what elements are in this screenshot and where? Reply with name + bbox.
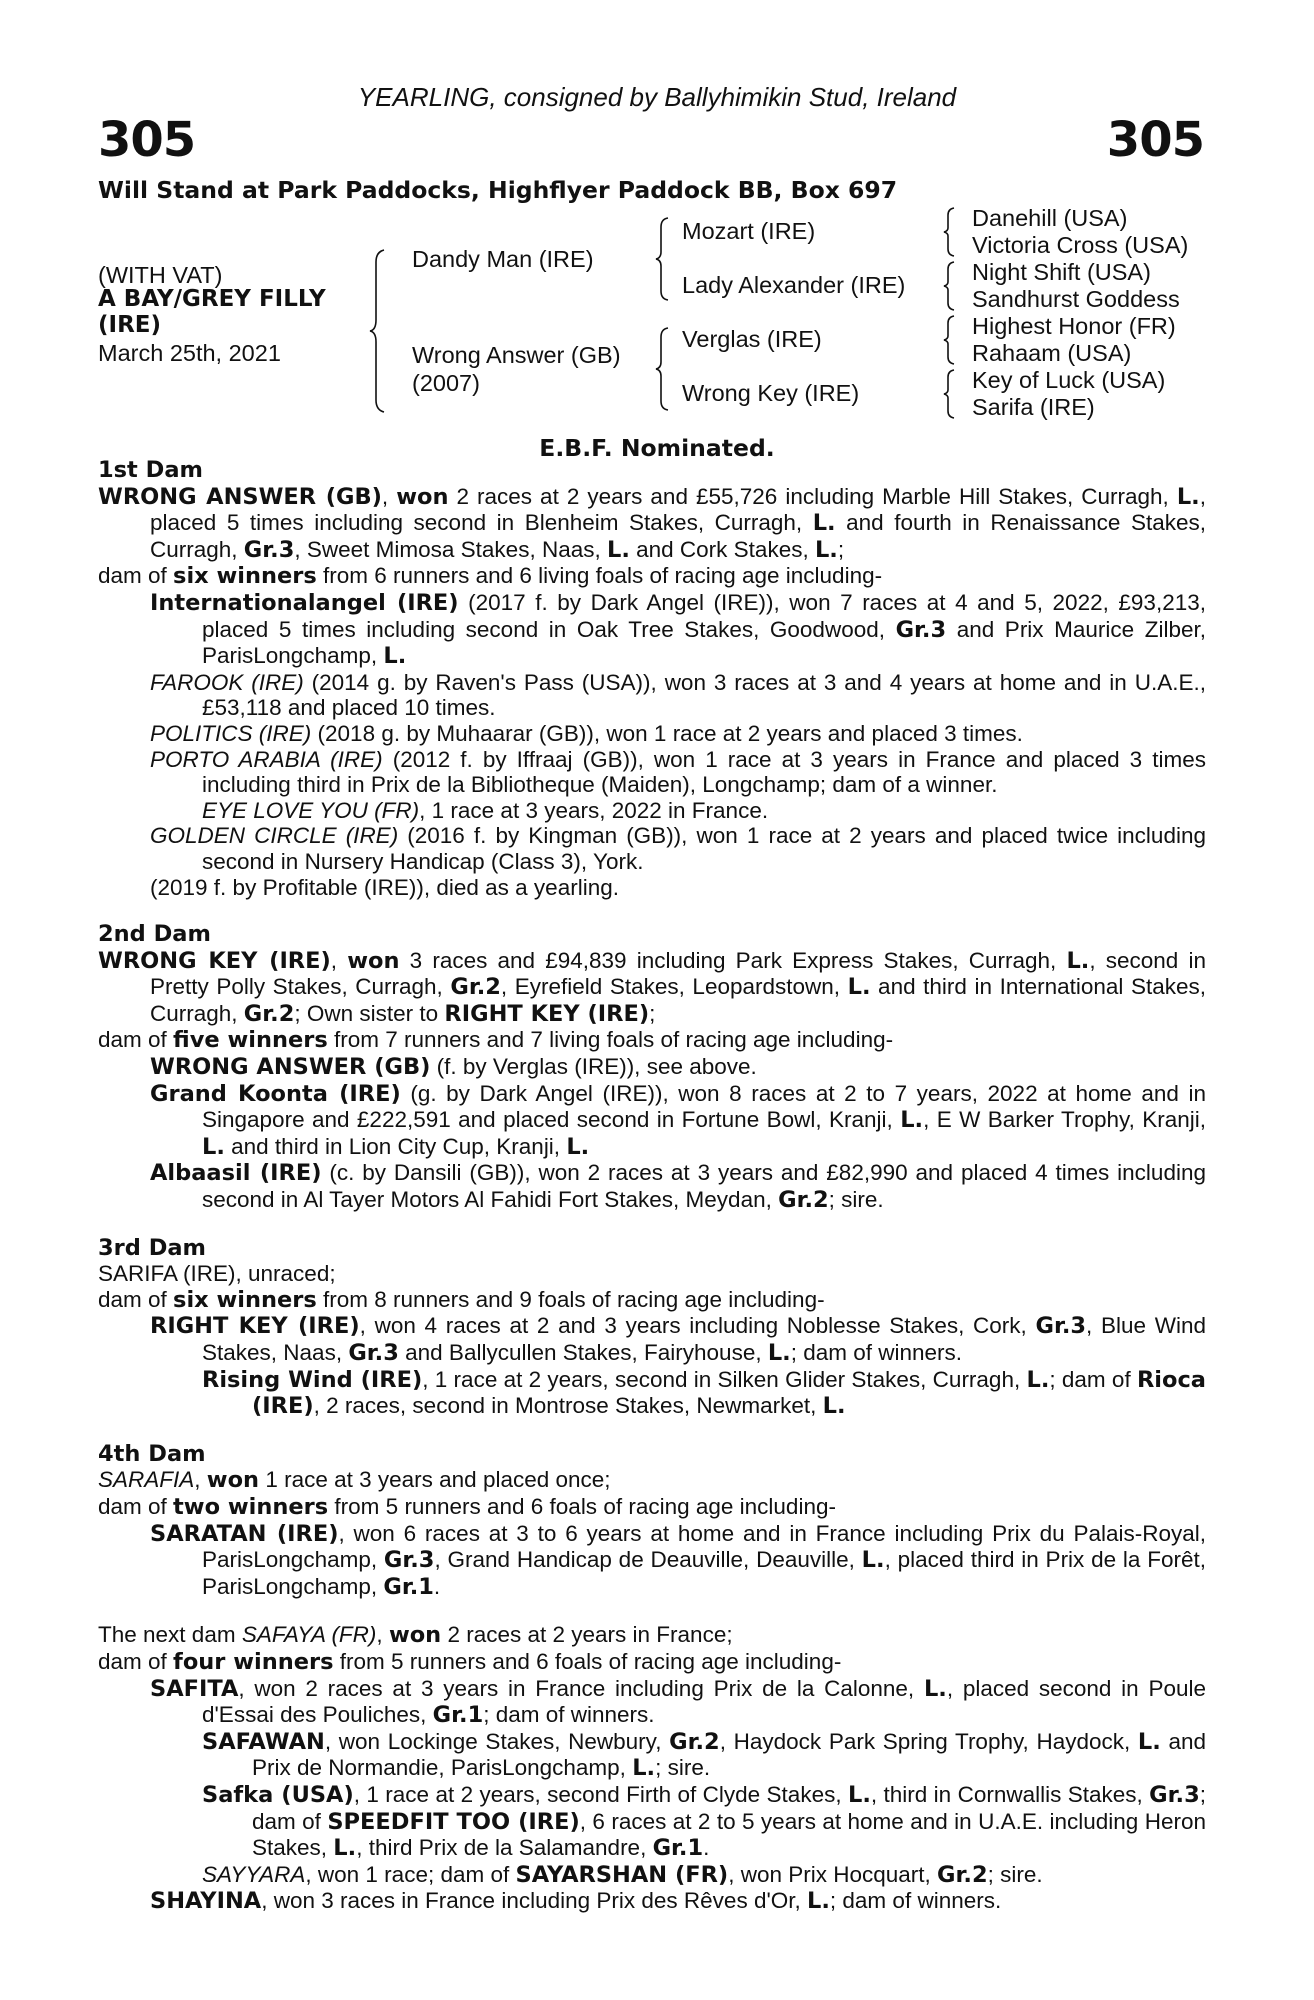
sire-name: Dandy Man (IRE)	[412, 246, 594, 272]
produce-entry: (2019 f. by Profitable (IRE)), died as a yearling.	[150, 874, 619, 900]
produce-entry: RIGHT KEY (IRE), won 4 races at 2 and 3 years including Noblesse Stakes, Cork, Gr.3, Blue Wind Stakes, Naas, Gr.3 and Ballycullen Stakes, Fairyhouse, L.; dam of winners.	[150, 1313, 1206, 1366]
lot-number-right: 305	[1106, 112, 1204, 168]
sire-sire: Mozart (IRE)	[682, 218, 816, 244]
dam3-record: SARIFA (IRE), unraced;	[98, 1261, 336, 1287]
produce-entry: SAYYARA, won 1 race; dam of SAYARSHAN (FR), won Prix Hocquart, Gr.2; sire.	[202, 1861, 1043, 1888]
dam2-produce-summary: dam of five winners from 7 runners and 7 living foals of racing age including-	[98, 1027, 894, 1054]
lot-sex: A BAY/GREY FILLY	[98, 286, 326, 312]
produce-entry: EYE LOVE YOU (FR), 1 race at 3 years, 2022 in France.	[202, 797, 769, 823]
dam-name: Wrong Answer (GB)	[412, 342, 621, 368]
dam-sire: Verglas (IRE)	[682, 326, 822, 352]
granddam-2: Sandhurst Goddess	[972, 286, 1180, 312]
brace-sire-dam	[368, 248, 388, 414]
produce-entry: Grand Koonta (IRE) (g. by Dark Angel (IRE)), won 8 races at 2 to 7 years, 2022 at home and in Singapore and £222,591 and placed second in Fortune Bowl, Kranji, L., E W Barker Trophy, Kranji, L. and third in Lion City Cup, Kranji, L.	[150, 1080, 1206, 1160]
produce-entry: Albaasil (IRE) (c. by Dansili (GB)), won 2 races at 3 years and £82,990 and placed 4 times including second in Al Tayer Motors Al Fahidi Fort Stakes, Meydan, Gr.2; sire.	[150, 1160, 1206, 1214]
produce-entry: FAROOK (IRE) (2014 g. by Raven's Pass (USA)), won 3 races at 3 and 4 years at home and in U.A.E., £53,118 and placed 10 times.	[150, 669, 1206, 721]
section-heading-3rd-dam: 3rd Dam	[98, 1234, 206, 1261]
dam2-record: WRONG KEY (IRE), won 3 races and £94,839 including Park Express Stakes, Curragh, L., second in Pretty Polly Stakes, Curragh, Gr.2, Eyrefield Stakes, Leopardstown, L. and third in International Stakes, Curragh, Gr.2; Own sister to RIGHT KEY (IRE);	[98, 947, 1207, 1027]
produce-entry: SAFITA, won 2 races at 3 years in France including Prix de la Calonne, L., placed second in Poule d'Essai des Pouliches, Gr.1; dam of winners.	[150, 1675, 1206, 1729]
catalogue-body	[98, 458, 1206, 1915]
granddam-4: Sarifa (IRE)	[972, 394, 1095, 420]
produce-entry: POLITICS (IRE) (2018 g. by Muhaarar (GB)), won 1 race at 2 years and placed 3 times.	[150, 720, 1023, 746]
section-heading-4th-dam: 4th Dam	[98, 1440, 206, 1467]
produce-entry: GOLDEN CIRCLE (IRE) (2016 f. by Kingman (GB)), won 1 race at 2 years and placed twice including second in Nursery Handicap (Class 3), York.	[150, 823, 1206, 874]
foaled-date: March 25th, 2021	[98, 340, 281, 366]
brace-g4	[942, 368, 956, 420]
dam1-record: WRONG ANSWER (GB), won 2 races at 2 years and £55,726 including Marble Hill Stakes, Curragh, L., placed 5 times including second in Blenheim Stakes, Curragh, L. and fourth in Renaissance Stakes, Curragh, Gr.3, Sweet Mimosa Stakes, Naas, L. and Cork Stakes, L.;	[98, 483, 1206, 563]
produce-entry: WRONG ANSWER (GB) (f. by Verglas (IRE)), see above.	[150, 1054, 757, 1081]
vat-label: (WITH VAT)	[98, 262, 223, 288]
consignment-line: YEARLING, consigned by Ballyhimikin Stud, Ireland	[357, 82, 957, 112]
next-dam-record: The next dam SAFAYA (FR), won 2 races at 2 years in France;	[98, 1622, 733, 1649]
produce-entry: SAFAWAN, won Lockinge Stakes, Newbury, Gr.2, Haydock Park Spring Trophy, Haydock, L. and Prix de Normandie, ParisLongchamp, L.; sire.	[202, 1728, 1206, 1782]
produce-entry: Safka (USA), 1 race at 2 years, second Firth of Clyde Stakes, L., third in Cornwallis Stakes, Gr.3; dam of SPEEDFIT TOO (IRE), 6 races at 2 to 5 years at home and in U.A.E. including Heron Stakes, L., third Prix de la Salamandre, Gr.1.	[202, 1781, 1206, 1862]
granddam-3: Rahaam (USA)	[972, 340, 1132, 366]
brace-sire-parents	[654, 216, 670, 302]
produce-entry: Rising Wind (IRE), 1 race at 2 years, second in Silken Glider Stakes, Curragh, L.; dam of Rioca (IRE), 2 races, second in Montrose Stakes, Newmarket, L.	[202, 1366, 1206, 1420]
produce-entry: SHAYINA, won 3 races in France including Prix des Rêves d'Or, L.; dam of winners.	[150, 1888, 1002, 1915]
produce-entry: PORTO ARABIA (IRE) (2012 f. by Iffraaj (GB)), won 1 race at 3 years in France and placed 3 times including third in Prix de la Bibliotheque (Maiden), Longchamp; dam of a winner.	[150, 746, 1206, 798]
dam4-produce-summary: dam of two winners from 5 runners and 6 foals of racing age including-	[98, 1493, 836, 1520]
grandsire-1: Danehill (USA)	[972, 205, 1128, 231]
grandsire-2: Night Shift (USA)	[972, 259, 1151, 285]
sire-dam: Lady Alexander (IRE)	[682, 272, 906, 298]
brace-dam-parents	[654, 326, 670, 412]
lot-sex-country: (IRE)	[98, 312, 162, 338]
ebf-nominated: E.B.F. Nominated.	[539, 434, 775, 462]
stand-location: Will Stand at Park Paddocks, Highflyer Paddock BB, Box 697	[98, 176, 898, 204]
section-heading-2nd-dam: 2nd Dam	[98, 921, 211, 948]
dam1-produce-summary: dam of six winners from 6 runners and 6 living foals of racing age including-	[98, 563, 883, 590]
next-dam-produce-summary: dam of four winners from 5 runners and 6 foals of racing age including-	[98, 1648, 842, 1675]
brace-g3	[942, 314, 956, 366]
produce-entry: SARATAN (IRE), won 6 races at 3 to 6 years at home and in France including Prix du Palais-Royal, ParisLongchamp, Gr.3, Grand Handicap de Deauville, Deauville, L., placed third in Prix de la Forêt, ParisLongchamp, Gr.1.	[150, 1520, 1206, 1600]
brace-g2	[942, 260, 956, 312]
dam4-record: SARAFIA, won 1 race at 3 years and placed once;	[98, 1467, 611, 1494]
granddam-1: Victoria Cross (USA)	[972, 232, 1189, 258]
dam-year: (2007)	[412, 370, 480, 396]
grandsire-4: Key of Luck (USA)	[972, 367, 1166, 393]
dam3-produce-summary: dam of six winners from 8 runners and 9 foals of racing age including-	[98, 1286, 825, 1313]
grandsire-3: Highest Honor (FR)	[972, 313, 1176, 339]
dam-dam: Wrong Key (IRE)	[682, 380, 860, 406]
section-heading-1st-dam: 1st Dam	[98, 457, 203, 483]
brace-g1	[942, 206, 956, 258]
produce-entry: Internationalangel (IRE) (2017 f. by Dark Angel (IRE)), won 7 races at 4 and 5, 2022, £93,213, placed 5 times including second in Oak Tree Stakes, Goodwood, Gr.3 and Prix Maurice Zilber, ParisLongchamp, L.	[150, 589, 1206, 670]
lot-number-left: 305	[98, 112, 196, 168]
